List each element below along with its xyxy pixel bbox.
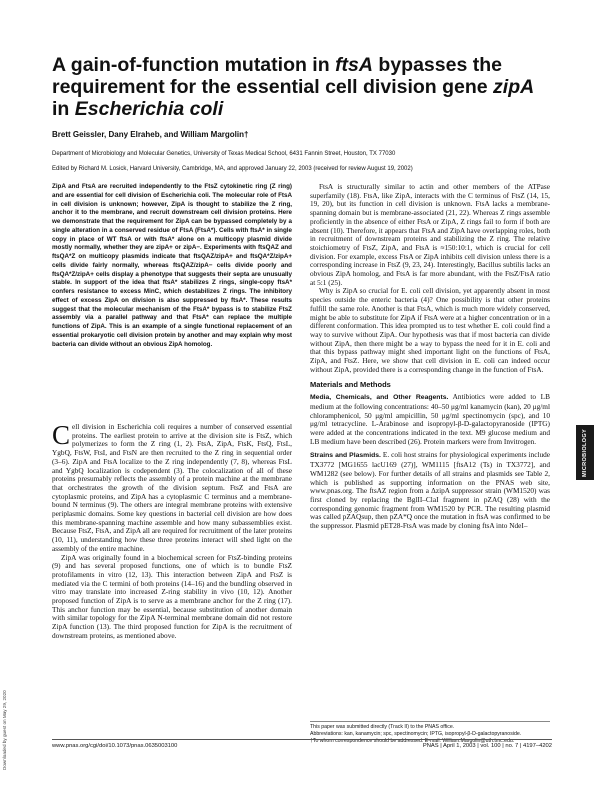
footer-divider [52, 739, 552, 740]
intro-paragraph-2: ZipA was originally found in a biochemical screen for FtsZ-binding proteins (9) and has several proposed functions, one of which is to bundle FtsZ protofilaments in vitro (12, 13). This interaction between ZipA and FtsZ is mediated via the C termini of both proteins (14–16) and the bundling observed in vitro may translate into increased Z-ring stability in vivo (10, 12). Another proposed function of ZipA is to serve as a membrane anchor for the Z ring (17). This anchor function may be essential, because substitution of another domain with similar topology for the ZipA N-terminal membrane domain did not restore ZipA function (13). The third proposed function for ZipA is the recruitment of downstream proteins, as mentioned above. [52, 552, 292, 640]
intro-paragraph-1 [52, 420, 292, 554]
intro-paragraph-1-text: ell division in Escherichia coli requires a number of conserved essential proteins. The earliest protein to arrive at the division site is FtsZ, which polymerizes to form the Z ring (1, 2). FtsA, ZipA, FtsK, FtsQ, FtsL, YgbQ, FtsW, FtsI, and FtsN are then recruited to the Z ring in sequential order (3–6). ZipA and FtsA localize to the Z ring independently (7, 8), whereas FtsL and YgbQ localization is codependent (3). The colocalization of all of these proteins presumably reflects the assembly of a protein machine at the membrane that orchestrates the growth of the division septum. FtsZ and FtsA are cytoplasmic proteins, and ZipA has a cytoplasmic C terminus and a membrane-bound N terminus (9). The others are integral membrane proteins with extensive periplasmic domains. Some key questions in bacterial cell division are how does this membrane-spanning machine assemble and how many subassemblies exist. Because FtsZ, FtsA, and ZipA all are required for recruitment of the later proteins (10, 11), understanding how these three proteins interact will shed light on the assembly of the entire machine. [52, 422, 292, 553]
article-title [52, 54, 552, 120]
media-paragraph [310, 393, 550, 446]
strains-heading: Strains and Plasmids. [310, 452, 381, 460]
section-tab-label: MICROBIOLOGY [582, 428, 588, 477]
media-heading: Media, Chemicals, and Other Reagents. [310, 394, 449, 402]
right-paragraph-2: Why is ZipA so crucial for E. coli cell division, yet apparently absent in most species outside the enteric bacteria (4)? One possibility is that other proteins fulfill the same role. Another is that FtsA, which is much more widely conserved, might be able to substitute for ZipA if FtsA were at a higher concentration or in a different conformation. This idea prompted us to test whether E. coli could find a way to survive without ZipA. Our hypothesis was that if most bacteria can divide without ZipA, then there might be a way to bypass the need for it in E. coli and that this bypass pathway might shed important light on the functions of FtsA, ZipA, and FtsZ. Here, we show that cell division in E. coli can indeed occur without ZipA, provided there is a corresponding change in the function of FtsA. [310, 286, 550, 374]
edited-by-line: Edited by Richard M. Losick, Harvard University, Cambridge, MA, and approved January 22, 2003 (received for review August 19, 2002) [52, 166, 413, 172]
methods-heading: Materials and Methods [310, 380, 391, 390]
title-part-2: bypasses the requirement for the essential cell division gene [52, 54, 502, 98]
title-gene-ftsa: ftsA [335, 54, 373, 76]
strains-paragraph [310, 451, 550, 530]
affiliation: Department of Microbiology and Molecular Genetics, University of Texas Medical School, 6431 Fannin Street, Houston, TX 77030 [52, 151, 396, 157]
drop-cap: C [52, 420, 71, 450]
footer-doi[interactable]: www.pnas.org/cgi/doi/10.1073/pnas.0635003100 [52, 743, 178, 749]
right-paragraph-1: FtsA is structurally similar to actin and other members of the ATPase superfamily (18). FtsA, like ZipA, interacts with the C terminus of FtsZ (14, 15, 19, 20), but its function in cell division is unknown. FtsA lacks a membrane-spanning domain but is membrane-associated (21, 22). Whereas Z rings assemble proficiently in the absence of either FtsA or ZipA, Z rings fail to form if both are absent (10). Therefore, it appears that FtsA and ZipA have overlapping roles, both in recruitment of downstream proteins and stabilizing the Z ring. The relative stoichiometry of FtsZ, ZipA, and FtsA is ≈150:10:1, which is crucial for cell division. For example, excess FtsA or ZipA inhibits cell division unless there is a corresponding increase in FtsZ (9, 23, 24). Interestingly, Bacillus subtilis lacks an obvious ZipA homolog, and FtsA is far more abundant, with the FtsZ/FtsA ratio at 5:1 (25). [310, 182, 550, 287]
left-column [52, 420, 292, 641]
footnote-abbreviations: Abbreviations: kan, kanamycin; spc, spectinomycin; IPTG, isopropyl-β-D-galactopyranoside. [310, 731, 522, 737]
media-text: Antibiotics were added to LB medium at the following concentrations: 40–50 μg/ml kanamycin (kan), 20 μg/ml chloramphenicol, 50 μg/ml ampicillin, 50 μg/ml spectinomycin (spc), and 10 μg/ml tetracycline. L-Arabinose and isopropyl-β-D-galactopyranoside (IPTG) were added at the concentrations indicated in the text. M9 glucose medium and LB medium have been described (26). Protein markers were from Invitrogen. [310, 392, 551, 446]
footer-citation: PNAS | April 1, 2003 | vol. 100 | no. 7 | 4197–4202 [422, 743, 552, 749]
footnotes [310, 721, 550, 745]
author-list: Brett Geissler, Dany Elraheb, and William Margolin† [52, 130, 249, 139]
footnote-correspondence: †To whom correspondence should be addressed. E-mail: William.Margolin@uth.tmc.edu. [310, 738, 515, 744]
section-tab [576, 425, 594, 480]
strains-text: E. coli host strains for physiological experiments include TX3772 [MG1655 lacU169 (27)], WM1115 [ftsA12 (Ts) in TX3772], and WM1282 (see below). For further details of all strains and plasmids see Table 2, which is published as supporting information on the PNAS web site, www.pnas.org. The ftsAZ region from a ΔzipA suppressor strain (WM1520) was first cloned by replacing the BglII–ClaI fragment in pZAQ (28) with the corresponding genomic fragment from WM1520 by PCR. The resulting plasmid was called pZAQsup, then pZA*Q once the mutation in ftsA was confirmed to be the suppressor. Plasmid pET28-FtsA was made by cloning ftsA into NdeI– [310, 450, 551, 531]
title-part-1: A gain-of-function mutation in [52, 54, 336, 76]
right-column [310, 183, 550, 531]
title-part-3: in [52, 98, 75, 120]
footnote-submission: This paper was submitted directly (Track II) to the PNAS office. [310, 724, 455, 730]
download-note: Downloaded by guest on May 29, 2020 [2, 690, 7, 770]
title-gene-zipa: zipA [493, 76, 535, 98]
abstract: ZipA and FtsA are recruited independently to the FtsZ cytokinetic ring (Z ring) and are essential for cell division of Escherichia coli. The molecular role of FtsA in cell division is unknown; however, ZipA is thought to stabilize the Z ring, anchor it to the membrane, and recruit downstream cell division proteins. Here we demonstrate that the requirement for ZipA can be bypassed completely by a single alteration in a conserved residue of FtsA (FtsA*). Cells with ftsA* in single copy in place of WT ftsA or with ftsA* alone on a multicopy plasmid divide mostly normally, whether they are zipA+ or zipA−. Experiments with ftsQAZ and ftsQA*Z on multicopy plasmids indicate that ftsQAZ/zipA+ and ftsQA*Z/zipA+ cells divide fairly normally, whereas ftsQAZ/zipA− cells divide poorly and ftsQA*Z/zipA+ cells display a phenotype that suggests their septa are unusually stable. In support of the idea that ftsA* stabilizes Z rings, single-copy ftsA* confers resistance to excess MinC, which destabilizes Z rings. The inhibitory effect of excess ZipA on division is also suppressed by ftsA*. These results suggest that the molecular mechanism of the FtsA* bypass is to stabilize FtsZ assembly via a parallel pathway and that FtsA* can replace the multiple functions of ZipA. This is an example of a single functional replacement of an essential prokaryotic cell division protein by another and may explain why most bacteria can divide without an obvious ZipA homolog. [52, 183, 292, 348]
title-species: Escherichia coli [74, 98, 224, 120]
